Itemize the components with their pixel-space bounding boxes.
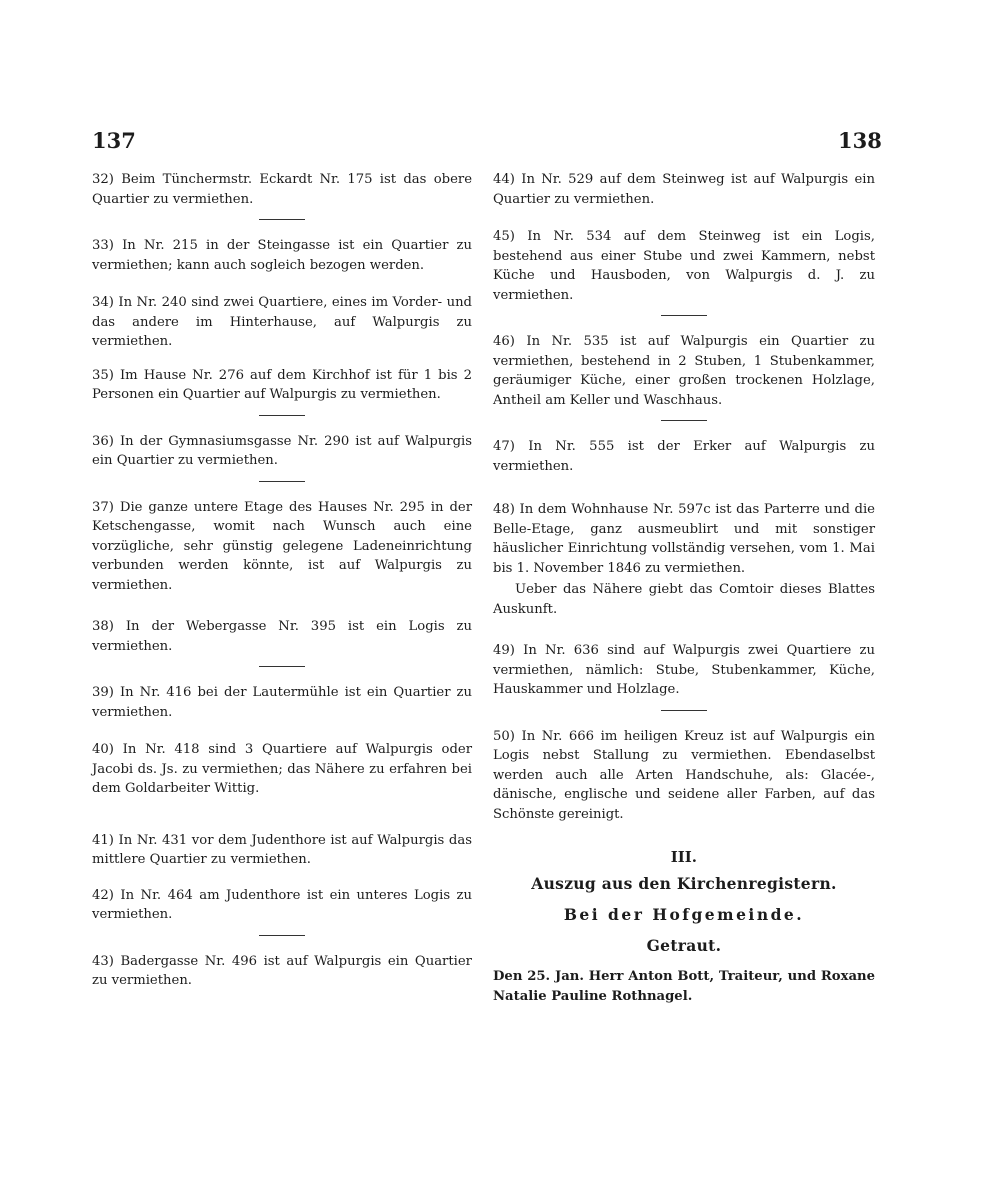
listing-41: 41) In Nr. 431 vor dem Judenthore ist auf Walpurgis das mittlere Quartier zu vermiethen.: [92, 832, 472, 867]
spacer: [493, 486, 539, 500]
separator: [259, 415, 305, 416]
listing-37: 37) Die ganze untere Etage des Hauses Nr. 295 in der Ketschengasse, womit nach Wunsch auch eine vorzügliche, sehr günstig gelegene Ladeneinrichtung verbunden werden könnte, ist auf Walpurgis zu vermiethen.: [92, 499, 472, 593]
listing-48: 48) In dem Wohnhause Nr. 597c ist das Parterre und die Belle-Etage, ganz ausmeublirt und mit sonstiger häuslicher Einrichtung vollständig versehen, vom 1. Mai bis 1. November 1846 zu vermiethen.: [493, 502, 875, 576]
spacer: [493, 629, 539, 641]
listing-39: 39) In Nr. 416 bei der Lautermühle ist ein Quartier zu vermiethen.: [92, 685, 472, 720]
spacer: [92, 809, 138, 831]
listing-45: 45) In Nr. 534 auf dem Steinweg ist ein Logis, bestehend aus einer Stube und zwei Kammern, nebst Küche und Hausboden, von Walpurgis d. J. zu vermiethen.: [493, 229, 875, 303]
spacer: [493, 219, 539, 227]
left-column: [92, 170, 472, 1001]
section-subsubtitle: Getraut.: [646, 936, 722, 955]
spacer: [92, 605, 138, 617]
spacer: [92, 285, 138, 293]
separator: [661, 420, 707, 421]
separator: [259, 219, 305, 220]
listing-32: 32) Beim Tünchermstr. Eckardt Nr. 175 ist das obere Quartier zu vermiethen.: [92, 172, 472, 207]
marriage-entry: Den 25. Jan. Herr Anton Bott, Traiteur, und Roxane Natalie Pauline Rothnagel.: [493, 969, 875, 1004]
page-number-left: 137: [92, 128, 136, 153]
right-column: [493, 170, 875, 1016]
listing-38: 38) In der Webergasse Nr. 395 ist ein Logis zu vermiethen.: [92, 619, 472, 654]
listing-50: 50) In Nr. 666 im heiligen Kreuz ist auf Walpurgis ein Logis nebst Stallung zu vermiethen. Ebendaselbst werden auch alle Arten Handschuhe, als: Glacée-, dänische, englische und seidene aller Farben, auf das Schönste gereinigt.: [493, 728, 875, 822]
page-number-right: 138: [838, 128, 882, 153]
listing-49: 49) In Nr. 636 sind auf Walpurgis zwei Quartiere zu vermiethen, nämlich: Stube, Stubenkammer, Küche, Hauskammer und Holzlage.: [493, 643, 875, 697]
section-number: III.: [670, 848, 697, 866]
listing-44: 44) In Nr. 529 auf dem Steinweg ist auf Walpurgis ein Quartier zu vermiethen.: [493, 172, 875, 207]
section-title: Auszug aus den Kirchenregistern.: [531, 874, 837, 893]
listing-48-note: Ueber das Nähere giebt das Comtoir dieses Blattes Auskunft.: [493, 582, 875, 617]
separator: [661, 315, 707, 316]
separator: [661, 710, 707, 711]
separator: [259, 481, 305, 482]
listing-35: 35) Im Hause Nr. 276 auf dem Kirchhof ist für 1 bis 2 Personen ein Quartier auf Walpurgis zu vermiethen.: [92, 367, 472, 402]
listing-47: 47) In Nr. 555 ist der Erker auf Walpurgis zu vermiethen.: [493, 439, 875, 474]
separator: [259, 666, 305, 667]
listing-33: 33) In Nr. 215 in der Steingasse ist ein Quartier zu vermiethen; kann auch sogleich bezogen werden.: [92, 238, 472, 273]
separator: [259, 935, 305, 936]
spacer: [92, 732, 138, 740]
listing-36: 36) In der Gymnasiumsgasse Nr. 290 ist auf Walpurgis ein Quartier zu vermiethen.: [92, 433, 472, 468]
listing-43: 43) Badergasse Nr. 496 ist auf Walpurgis ein Quartier zu vermiethen.: [92, 953, 472, 988]
listing-40: 40) In Nr. 418 sind 3 Quartiere auf Walpurgis oder Jacobi ds. Js. zu vermiethen; das Nähere zu erfahren bei dem Goldarbeiter Wittig.: [92, 742, 472, 796]
section-subtitle: Bei der Hofgemeinde.: [563, 905, 805, 924]
listing-46: 46) In Nr. 535 ist auf Walpurgis ein Quartier zu vermiethen, bestehend in 2 Stuben, 1 Stubenkammer, geräumiger Küche, einer großen trockenen Holzlage, Antheil am Keller und Waschhaus.: [493, 334, 875, 408]
listing-34: 34) In Nr. 240 sind zwei Quartiere, eines im Vorder- und das andere im Hinterhause, auf Walpurgis zu vermiethen.: [92, 295, 472, 349]
listing-42: 42) In Nr. 464 am Judenthore ist ein unteres Logis zu vermiethen.: [92, 887, 472, 922]
